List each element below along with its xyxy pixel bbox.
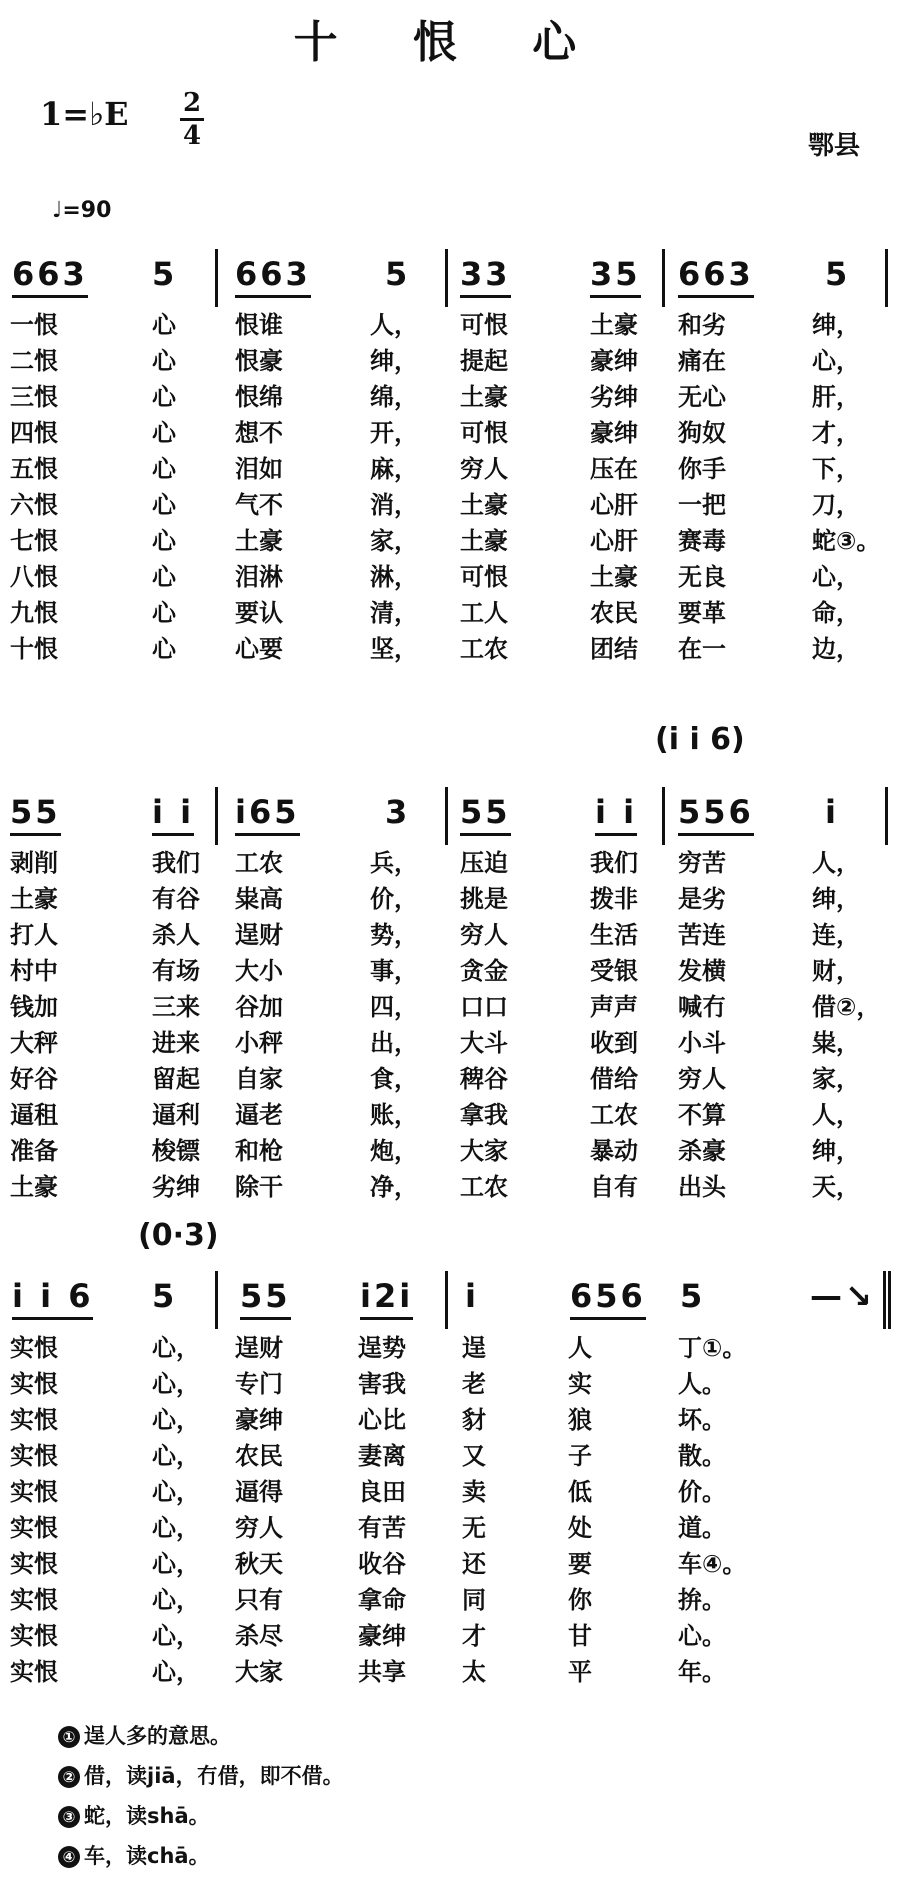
lyric-syllable: 小秤 (235, 1029, 283, 1057)
lyric-syllable: 五恨 (10, 455, 58, 483)
lyric-syllable: 拿我 (460, 1101, 508, 1129)
lyric-syllable: 有苦 (358, 1514, 406, 1542)
lyric-syllable: 一恨 (10, 311, 58, 339)
lyric-syllable: 土豪 (460, 491, 508, 519)
lyric-syllable: 下， (812, 455, 860, 483)
lyric-syllable: 心 (152, 383, 176, 411)
note-group: 663 (235, 255, 311, 298)
footnote-text: 借，读jiā，冇借，即不借。 (84, 1764, 344, 1788)
lyric-syllable: 专门 (235, 1370, 283, 1398)
lyric-syllable: 大家 (235, 1658, 283, 1686)
lyric-syllable: 连， (812, 921, 860, 949)
lyric-syllable: 四， (370, 993, 418, 1021)
note-group: —↘ (810, 1277, 875, 1315)
lyric-syllable: 三恨 (10, 383, 58, 411)
lyric-syllable: 压在 (590, 455, 638, 483)
lyric-syllable: 天， (812, 1173, 860, 1201)
lyric-syllable: 散。 (678, 1442, 726, 1470)
lyric-syllable: 逼得 (235, 1478, 283, 1506)
lyric-syllable: 恨绵 (235, 383, 283, 411)
lyric-syllable: 要 (568, 1550, 592, 1578)
lyric-syllable: 杀人 (152, 921, 200, 949)
note-group: 5 (385, 255, 411, 293)
lyric-syllable: 是劣 (678, 885, 726, 913)
lyric-syllable: 收谷 (358, 1550, 406, 1578)
lyric-syllable: 劣绅 (590, 383, 638, 411)
lyric-syllable: 逞 (462, 1334, 486, 1362)
lyric-syllable: 我们 (590, 849, 638, 877)
lyric-syllable: 坚， (370, 635, 418, 663)
footnote-mark: ② (58, 1766, 80, 1788)
lyric-syllable: 心 (152, 527, 176, 555)
note-group: 55 (240, 1277, 291, 1320)
lyric-syllable: 秋天 (235, 1550, 283, 1578)
lyric-syllable: 贪金 (460, 957, 508, 985)
lyric-syllable: 人 (568, 1334, 592, 1362)
lyric-syllable: 拿命 (358, 1586, 406, 1614)
meter-bottom: 4 (182, 121, 202, 151)
lyric-syllable: 逞财 (235, 1334, 283, 1362)
lyric-syllable: 留起 (152, 1065, 200, 1093)
lyric-syllable: 苦连 (678, 921, 726, 949)
lyric-syllable: 心肝 (590, 491, 638, 519)
lyric-syllable: 心， (152, 1478, 200, 1506)
lyric-syllable: 谷加 (235, 993, 283, 1021)
lyric-syllable: 穷人 (460, 921, 508, 949)
lyric-syllable: 坏。 (678, 1406, 726, 1434)
note-group: 656 (570, 1277, 646, 1320)
lyric-syllable: 实恨 (10, 1334, 58, 1362)
lyric-syllable: 生活 (590, 921, 638, 949)
lyric-syllable: 要革 (678, 599, 726, 627)
lyric-syllable: 劣绅 (152, 1173, 200, 1201)
lyric-syllable: 穷人 (235, 1514, 283, 1542)
key-signature: 1=♭E (40, 95, 129, 133)
note-group: i i (152, 793, 194, 836)
lyric-syllable: 实恨 (10, 1658, 58, 1686)
lyric-syllable: 麻， (370, 455, 418, 483)
lyric-syllable: 想不 (235, 419, 283, 447)
lyric-syllable: 财， (812, 957, 860, 985)
lyric-syllable: 提起 (460, 347, 508, 375)
lyric-syllable: 心， (152, 1334, 200, 1362)
lyric-syllable: 我们 (152, 849, 200, 877)
lyric-syllable: 豪绅 (235, 1406, 283, 1434)
lyric-syllable: 杀尽 (235, 1622, 283, 1650)
lyric-syllable: 实恨 (10, 1370, 58, 1398)
lyric-syllable: 消， (370, 491, 418, 519)
footnote-mark: ④ (58, 1846, 80, 1868)
lyric-syllable: 你 (568, 1586, 592, 1614)
lyric-syllable: 心， (152, 1586, 200, 1614)
lyric-syllable: 蛇③。 (812, 527, 881, 555)
barline (888, 1271, 891, 1329)
lyric-syllable: 穷苦 (678, 849, 726, 877)
lyric-syllable: 绅， (370, 347, 418, 375)
lyric-syllable: 事， (370, 957, 418, 985)
lyric-syllable: 土豪 (10, 885, 58, 913)
lyric-syllable: 稗谷 (460, 1065, 508, 1093)
barline (445, 787, 448, 845)
lyric-syllable: 豺 (462, 1406, 486, 1434)
lyric-syllable: 实恨 (10, 1442, 58, 1470)
lyric-syllable: 六恨 (10, 491, 58, 519)
lyric-syllable: 清， (370, 599, 418, 627)
lyric-syllable: 土豪 (10, 1173, 58, 1201)
lyric-syllable: 九恨 (10, 599, 58, 627)
lyric-syllable: 无 (462, 1514, 486, 1542)
lyric-syllable: 人， (812, 1101, 860, 1129)
lyric-syllable: 收到 (590, 1029, 638, 1057)
time-signature (180, 90, 204, 149)
lyric-syllable: 大小 (235, 957, 283, 985)
barline (885, 249, 888, 307)
lyric-syllable: 才， (812, 419, 860, 447)
lyric-syllable: 不算 (678, 1101, 726, 1129)
lyric-syllable: 还 (462, 1550, 486, 1578)
lyric-syllable: 炮， (370, 1137, 418, 1165)
lyric-syllable: 心 (152, 347, 176, 375)
lyric-syllable: 实恨 (10, 1586, 58, 1614)
lyric-syllable: 才 (462, 1622, 486, 1650)
lyric-syllable: 土豪 (590, 311, 638, 339)
lyric-syllable: 声声 (590, 993, 638, 1021)
lyric-syllable: 和枪 (235, 1137, 283, 1165)
lyric-syllable: 逼利 (152, 1101, 200, 1129)
lyric-syllable: 七恨 (10, 527, 58, 555)
lyric-syllable: 豪绅 (590, 347, 638, 375)
alt-notes-2: (0·3) (138, 1218, 219, 1253)
lyric-syllable: 良田 (358, 1478, 406, 1506)
note-group: i2i (360, 1277, 413, 1320)
lyric-syllable: 土豪 (460, 383, 508, 411)
lyric-syllable: 逞财 (235, 921, 283, 949)
lyric-syllable: 心， (812, 563, 860, 591)
lyric-syllable: 赛毒 (678, 527, 726, 555)
lyric-syllable: 甘 (568, 1622, 592, 1650)
lyric-syllable: 净， (370, 1173, 418, 1201)
lyric-syllable: 人。 (678, 1370, 726, 1398)
lyric-syllable: 泪如 (235, 455, 283, 483)
lyric-syllable: 工农 (590, 1101, 638, 1129)
lyric-syllable: 人， (812, 849, 860, 877)
lyric-syllable: 要认 (235, 599, 283, 627)
lyric-syllable: 边， (812, 635, 860, 663)
lyric-syllable: 土豪 (460, 527, 508, 555)
lyric-syllable: 心要 (235, 635, 283, 663)
lyric-syllable: 三来 (152, 993, 200, 1021)
lyric-syllable: 恨谁 (235, 311, 283, 339)
footnote-mark: ③ (58, 1806, 80, 1828)
lyric-syllable: 淋， (370, 563, 418, 591)
barline (662, 249, 665, 307)
note-group: 55 (460, 793, 511, 836)
lyric-syllable: 心， (152, 1514, 200, 1542)
lyric-syllable: 兵， (370, 849, 418, 877)
note-group: 5 (152, 255, 178, 293)
lyric-syllable: 受银 (590, 957, 638, 985)
song-title: 十 恨 心 (293, 17, 607, 68)
tempo-marking: ♩=90 (52, 198, 112, 223)
lyric-syllable: 车④。 (678, 1550, 747, 1578)
lyric-syllable: 心， (152, 1550, 200, 1578)
lyric-syllable: 害我 (358, 1370, 406, 1398)
footnote-text: 蛇，读shā。 (84, 1804, 210, 1828)
note-group: 5 (825, 255, 851, 293)
note-group: i65 (235, 793, 300, 836)
lyric-syllable: 心 (152, 635, 176, 663)
lyric-syllable: 豪绅 (358, 1622, 406, 1650)
lyric-syllable: 自有 (590, 1173, 638, 1201)
lyric-syllable: 拚。 (678, 1586, 726, 1614)
lyric-syllable: 有场 (152, 957, 200, 985)
lyric-syllable: 肝， (812, 383, 860, 411)
lyric-syllable: 剥削 (10, 849, 58, 877)
lyric-syllable: 工农 (235, 849, 283, 877)
lyric-syllable: 丁①。 (678, 1334, 747, 1362)
lyric-syllable: 粜， (812, 1029, 860, 1057)
lyric-syllable: 心 (152, 311, 176, 339)
note-group: 33 (460, 255, 511, 298)
lyric-syllable: 无心 (678, 383, 726, 411)
note-group: 3 (385, 793, 411, 831)
lyric-syllable: 绅， (812, 1137, 860, 1165)
lyric-syllable: 可恨 (460, 419, 508, 447)
lyric-syllable: 同 (462, 1586, 486, 1614)
lyric-syllable: 心， (152, 1442, 200, 1470)
lyric-syllable: 逼老 (235, 1101, 283, 1129)
lyric-syllable: 大斗 (460, 1029, 508, 1057)
footnote-text: 车，读chā。 (84, 1844, 210, 1868)
lyric-syllable: 出， (370, 1029, 418, 1057)
lyric-syllable: 无良 (678, 563, 726, 591)
lyric-syllable: 绵， (370, 383, 418, 411)
lyric-syllable: 气不 (235, 491, 283, 519)
lyric-syllable: 发横 (678, 957, 726, 985)
lyric-syllable: 心 (152, 491, 176, 519)
lyric-syllable: 心 (152, 563, 176, 591)
barline (215, 1271, 218, 1329)
note-group: 55 (10, 793, 61, 836)
lyric-syllable: 土豪 (590, 563, 638, 591)
lyric-syllable: 可恨 (460, 311, 508, 339)
lyric-syllable: 梭镖 (152, 1137, 200, 1165)
lyric-syllable: 实恨 (10, 1622, 58, 1650)
lyric-syllable: 村中 (10, 957, 58, 985)
lyric-syllable: 年。 (678, 1658, 726, 1686)
lyric-syllable: 食， (370, 1065, 418, 1093)
lyric-syllable: 家， (812, 1065, 860, 1093)
lyric-syllable: 开， (370, 419, 418, 447)
lyric-syllable: 拨非 (590, 885, 638, 913)
lyric-syllable: 农民 (590, 599, 638, 627)
lyric-syllable: 一把 (678, 491, 726, 519)
lyric-syllable: 平 (568, 1658, 592, 1686)
lyric-syllable: 土豪 (235, 527, 283, 555)
lyric-syllable: 进来 (152, 1029, 200, 1057)
lyric-syllable: 钱加 (10, 993, 58, 1021)
lyric-syllable: 痛在 (678, 347, 726, 375)
footnote (58, 1760, 344, 1790)
lyric-syllable: 心 (152, 419, 176, 447)
lyric-syllable: 实 (568, 1370, 592, 1398)
footnote (58, 1840, 210, 1870)
barline (215, 249, 218, 307)
lyric-syllable: 八恨 (10, 563, 58, 591)
note-group: i (825, 793, 839, 831)
lyric-syllable: 口口 (460, 993, 508, 1021)
lyric-syllable: 豪绅 (590, 419, 638, 447)
lyric-syllable: 粜高 (235, 885, 283, 913)
lyric-syllable: 压迫 (460, 849, 508, 877)
lyric-syllable: 心比 (358, 1406, 406, 1434)
note-group: 5 (680, 1277, 706, 1315)
barline (215, 787, 218, 845)
lyric-syllable: 太 (462, 1658, 486, 1686)
lyric-syllable: 心肝 (590, 527, 638, 555)
lyric-syllable: 心， (152, 1406, 200, 1434)
lyric-syllable: 妻离 (358, 1442, 406, 1470)
barline (883, 1271, 886, 1329)
lyric-syllable: 心 (152, 599, 176, 627)
meter-top: 2 (182, 88, 202, 118)
lyric-syllable: 出头 (678, 1173, 726, 1201)
lyric-syllable: 农民 (235, 1442, 283, 1470)
note-group: i (465, 1277, 479, 1315)
lyric-syllable: 和劣 (678, 311, 726, 339)
lyric-syllable: 打人 (10, 921, 58, 949)
lyric-syllable: 心， (152, 1658, 200, 1686)
lyric-syllable: 家， (370, 527, 418, 555)
lyric-syllable: 恨豪 (235, 347, 283, 375)
lyric-syllable: 实恨 (10, 1406, 58, 1434)
lyric-syllable: 大家 (460, 1137, 508, 1165)
alt-notes-1: (i i 6) (655, 722, 745, 757)
note-group: 556 (678, 793, 754, 836)
lyric-syllable: 好谷 (10, 1065, 58, 1093)
lyric-syllable: 价。 (678, 1478, 726, 1506)
barline (445, 1271, 448, 1329)
barline (885, 787, 888, 845)
lyric-syllable: 老 (462, 1370, 486, 1398)
note-group: 35 (590, 255, 641, 298)
footnote-text: 逞人多的意思。 (84, 1724, 231, 1748)
lyric-syllable: 子 (568, 1442, 592, 1470)
lyric-syllable: 借给 (590, 1065, 638, 1093)
lyric-syllable: 心， (152, 1370, 200, 1398)
lyric-syllable: 小斗 (678, 1029, 726, 1057)
lyric-syllable: 卖 (462, 1478, 486, 1506)
note-group: 5 (152, 1277, 178, 1315)
lyric-syllable: 你手 (678, 455, 726, 483)
lyric-syllable: 大秤 (10, 1029, 58, 1057)
lyric-syllable: 命， (812, 599, 860, 627)
lyric-syllable: 狼 (568, 1406, 592, 1434)
lyric-syllable: 狗奴 (678, 419, 726, 447)
note-group: i i 6 (12, 1277, 93, 1320)
footnote-mark: ① (58, 1726, 80, 1748)
lyric-syllable: 有谷 (152, 885, 200, 913)
lyric-syllable: 道。 (678, 1514, 726, 1542)
note-group: 663 (678, 255, 754, 298)
lyric-syllable: 穷人 (460, 455, 508, 483)
lyric-syllable: 团结 (590, 635, 638, 663)
lyric-syllable: 绅， (812, 885, 860, 913)
lyric-syllable: 可恨 (460, 563, 508, 591)
lyric-syllable: 除干 (235, 1173, 283, 1201)
lyric-syllable: 工人 (460, 599, 508, 627)
note-group: i i (595, 793, 637, 836)
lyric-syllable: 工农 (460, 1173, 508, 1201)
lyric-syllable: 心， (152, 1622, 200, 1650)
lyric-syllable: 共享 (358, 1658, 406, 1686)
lyric-syllable: 人， (370, 311, 418, 339)
lyric-syllable: 挑是 (460, 885, 508, 913)
source-region: 鄂县 (808, 131, 861, 161)
lyric-syllable: 借②， (812, 993, 881, 1021)
lyric-syllable: 穷人 (678, 1065, 726, 1093)
lyric-syllable: 喊冇 (678, 993, 726, 1021)
lyric-syllable: 刀， (812, 491, 860, 519)
lyric-syllable: 泪淋 (235, 563, 283, 591)
lyric-syllable: 二恨 (10, 347, 58, 375)
lyric-syllable: 十恨 (10, 635, 58, 663)
note-group: 663 (12, 255, 88, 298)
lyric-syllable: 心。 (678, 1622, 726, 1650)
lyric-syllable: 心， (812, 347, 860, 375)
lyric-syllable: 又 (462, 1442, 486, 1470)
lyric-syllable: 工农 (460, 635, 508, 663)
lyric-syllable: 逼租 (10, 1101, 58, 1129)
barline (445, 249, 448, 307)
lyric-syllable: 暴动 (590, 1137, 638, 1165)
lyric-syllable: 绅， (812, 311, 860, 339)
lyric-syllable: 准备 (10, 1137, 58, 1165)
lyric-syllable: 逞势 (358, 1334, 406, 1362)
lyric-syllable: 低 (568, 1478, 592, 1506)
lyric-syllable: 实恨 (10, 1550, 58, 1578)
lyric-syllable: 四恨 (10, 419, 58, 447)
footnote (58, 1720, 231, 1750)
lyric-syllable: 自家 (235, 1065, 283, 1093)
barline (662, 787, 665, 845)
lyric-syllable: 势， (370, 921, 418, 949)
lyric-syllable: 心 (152, 455, 176, 483)
lyric-syllable: 账， (370, 1101, 418, 1129)
footnote (58, 1800, 210, 1830)
lyric-syllable: 实恨 (10, 1514, 58, 1542)
lyric-syllable: 实恨 (10, 1478, 58, 1506)
lyric-syllable: 在一 (678, 635, 726, 663)
lyric-syllable: 杀豪 (678, 1137, 726, 1165)
lyric-syllable: 只有 (235, 1586, 283, 1614)
lyric-syllable: 价， (370, 885, 418, 913)
lyric-syllable: 处 (568, 1514, 592, 1542)
